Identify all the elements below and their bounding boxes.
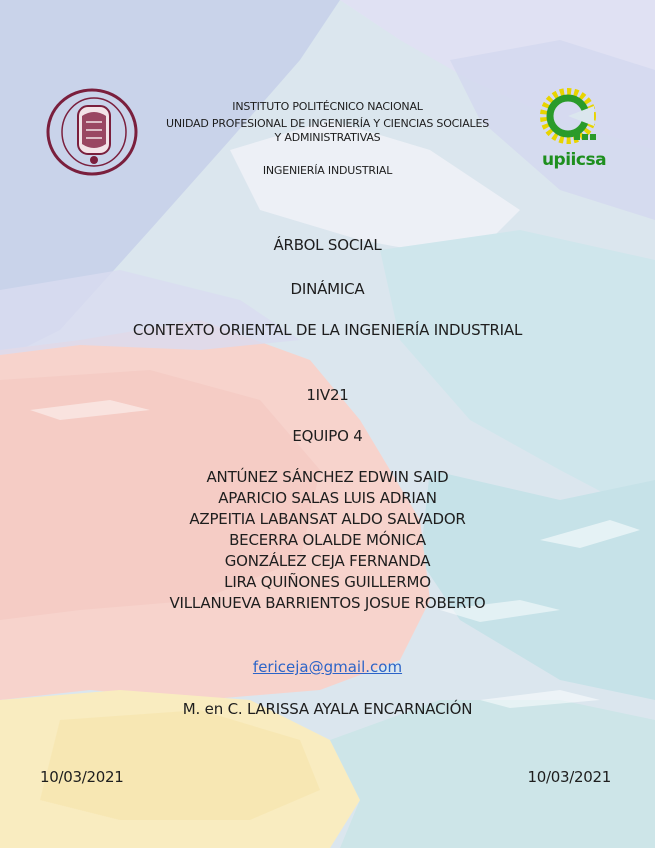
course-name: CONTEXTO ORIENTAL DE LA INGENIERÍA INDUSTRIAL bbox=[132, 321, 523, 339]
teacher-name: M. en C. LARISSA AYALA ENCARNACIÓN bbox=[182, 700, 473, 718]
member-name: LIRA QUIÑONES GUILLERMO bbox=[224, 573, 431, 591]
date-left: 10/03/2021 bbox=[40, 768, 124, 786]
team-name: EQUIPO 4 bbox=[292, 427, 363, 445]
institution-name: INSTITUTO POLITÉCNICO NACIONAL bbox=[232, 100, 423, 113]
date-right: 10/03/2021 bbox=[527, 768, 611, 786]
email-row bbox=[0, 657, 655, 676]
upiicsa-logo-text: upiicsa bbox=[541, 150, 607, 170]
member-name: ANTÚNEZ SÁNCHEZ EDWIN SAID bbox=[206, 468, 449, 486]
career-name: INGENIERÍA INDUSTRIAL bbox=[262, 164, 393, 177]
unit-name-line1: UNIDAD PROFESIONAL DE INGENIERÍA Y CIENCIAS SOCIALES bbox=[166, 117, 489, 130]
member-name: VILLANUEVA BARRIENTOS JOSUE ROBERTO bbox=[169, 594, 486, 612]
member-list bbox=[0, 467, 655, 614]
activity-type: DINÁMICA bbox=[290, 280, 365, 298]
topic-title: ÁRBOL SOCIAL bbox=[273, 236, 382, 254]
unit-name-line2: Y ADMINISTRATIVAS bbox=[274, 131, 381, 144]
member-name: AZPEITIA LABANSAT ALDO SALVADOR bbox=[189, 510, 466, 528]
member-name: APARICIO SALAS LUIS ADRIAN bbox=[218, 489, 437, 507]
member-name: GONZÁLEZ CEJA FERNANDA bbox=[224, 552, 431, 570]
member-name: BECERRA OLALDE MÓNICA bbox=[229, 531, 426, 549]
email-link[interactable]: fericeja@gmail.com bbox=[252, 658, 403, 676]
group-code: 1IV21 bbox=[306, 386, 349, 404]
